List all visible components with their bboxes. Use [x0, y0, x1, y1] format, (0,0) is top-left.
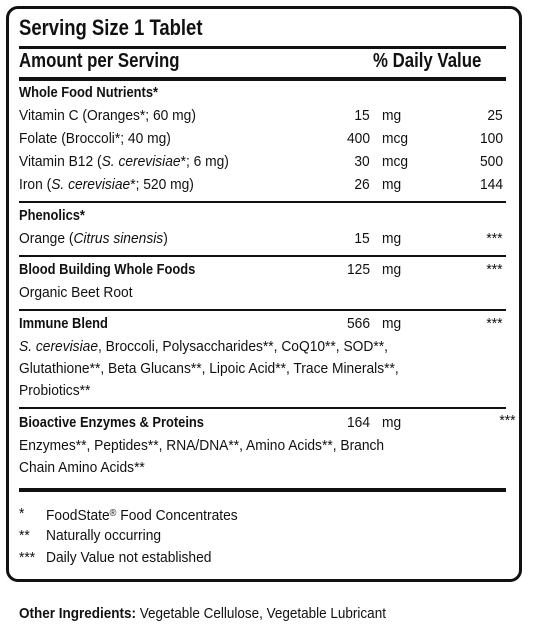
footnote-text: Naturally occurring [46, 527, 162, 544]
blend-description: Chain Amino Acids** [19, 459, 145, 476]
blend-description: Enzymes**, Peptides**, RNA/DNA**, Amino Acids**, Branch [19, 437, 385, 454]
divider [19, 201, 506, 203]
blend-description: Organic Beet Root [19, 284, 133, 301]
blend-description: Glutathione**, Beta Glucans**, Lipoic Acid**, Trace Minerals**, [19, 360, 399, 377]
section-title-phenolics: Phenolics* [19, 207, 85, 224]
daily-value-header: % Daily Value [373, 50, 482, 72]
nutrient-dv: 100 [479, 130, 503, 147]
nutrient-dv: 144 [479, 176, 503, 193]
nutrient-amount: 15 [354, 230, 370, 247]
nutrient-amount: 400 [346, 130, 370, 147]
nutrient-unit: mcg [382, 153, 409, 170]
blend-unit: mg [382, 414, 402, 431]
other-ingredients: Other Ingredients: Vegetable Cellulose, Vegetable Lubricant [19, 605, 386, 622]
blend-unit: mg [382, 261, 402, 278]
nutrient-unit: mg [382, 107, 402, 124]
serving-size: Serving Size 1 Tablet [19, 15, 203, 40]
nutrient-unit: mg [382, 176, 402, 193]
nutrient-dv: 25 [487, 107, 503, 124]
nutrient-name: Vitamin B12 (S. cerevisiae*; 6 mg) [19, 153, 229, 170]
blend-unit: mg [382, 315, 402, 332]
nutrient-name: Orange (Citrus sinensis) [19, 230, 168, 247]
blend-amount: 125 [346, 261, 370, 278]
divider-thick [19, 46, 506, 49]
section-title-enzymes-proteins: Bioactive Enzymes & Proteins [19, 414, 204, 431]
blend-dv: *** [499, 412, 516, 429]
footnote-mark: ** [19, 527, 30, 544]
section-title-blood-building: Blood Building Whole Foods [19, 261, 196, 278]
section-title-whole-food: Whole Food Nutrients* [19, 84, 159, 101]
nutrient-unit: mcg [382, 130, 409, 147]
footnote-mark: *** [19, 549, 36, 566]
footnote-text: FoodState® Food Concentrates [46, 507, 238, 524]
nutrient-amount: 26 [354, 176, 370, 193]
amount-header: Amount per Serving [19, 50, 180, 72]
section-title-immune-blend: Immune Blend [19, 315, 108, 332]
nutrient-name: Iron (S. cerevisiae*; 520 mg) [19, 176, 194, 193]
nutrient-amount: 15 [354, 107, 370, 124]
divider [19, 255, 506, 257]
blend-description: S. cerevisiae, Broccoli, Polysaccharides**, CoQ10**, SOD**, [19, 338, 388, 355]
blend-amount: 566 [346, 315, 370, 332]
footnote-mark: * [19, 505, 25, 522]
divider [19, 309, 506, 311]
nutrient-dv: *** [486, 230, 503, 247]
nutrient-name: Folate (Broccoli*; 40 mg) [19, 130, 171, 147]
divider-heavy [19, 488, 506, 492]
blend-dv: *** [486, 261, 503, 278]
footnote-text: Daily Value not established [46, 549, 212, 566]
nutrient-unit: mg [382, 230, 402, 247]
nutrient-dv: 500 [479, 153, 503, 170]
divider [19, 407, 506, 409]
blend-dv: *** [486, 315, 503, 332]
blend-amount: 164 [346, 414, 370, 431]
nutrient-name: Vitamin C (Oranges*; 60 mg) [19, 107, 196, 124]
nutrient-amount: 30 [354, 153, 370, 170]
blend-description: Probiotics** [19, 382, 91, 399]
divider-heavy [19, 77, 506, 81]
